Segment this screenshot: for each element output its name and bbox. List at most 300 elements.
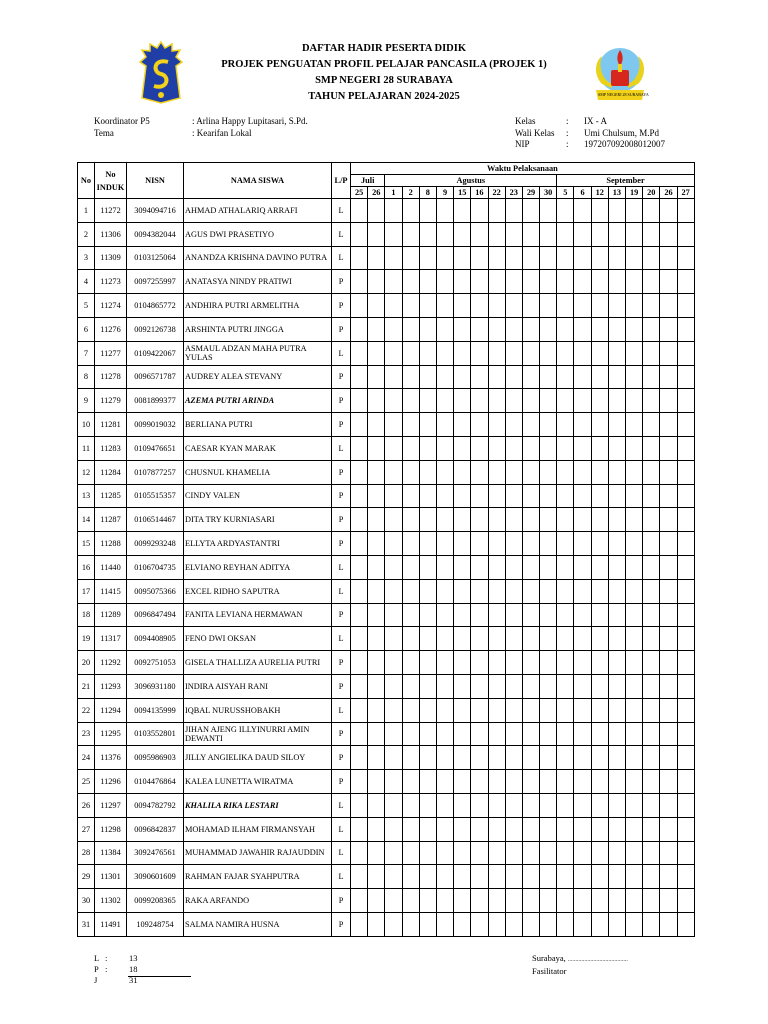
attendance-cell[interactable]	[419, 603, 436, 627]
attendance-cell[interactable]	[436, 698, 453, 722]
attendance-cell[interactable]	[574, 532, 591, 556]
attendance-cell[interactable]	[608, 413, 625, 437]
attendance-cell[interactable]	[385, 817, 402, 841]
attendance-cell[interactable]	[677, 579, 694, 603]
attendance-cell[interactable]	[540, 341, 557, 365]
attendance-cell[interactable]	[643, 294, 660, 318]
attendance-cell[interactable]	[402, 793, 419, 817]
attendance-cell[interactable]	[574, 627, 591, 651]
attendance-cell[interactable]	[488, 246, 505, 270]
attendance-cell[interactable]	[591, 627, 608, 651]
attendance-cell[interactable]	[660, 555, 677, 579]
attendance-cell[interactable]	[608, 389, 625, 413]
attendance-cell[interactable]	[488, 698, 505, 722]
attendance-cell[interactable]	[454, 555, 471, 579]
attendance-cell[interactable]	[557, 294, 574, 318]
attendance-cell[interactable]	[626, 317, 643, 341]
attendance-cell[interactable]	[454, 199, 471, 223]
attendance-cell[interactable]	[419, 841, 436, 865]
attendance-cell[interactable]	[402, 484, 419, 508]
attendance-cell[interactable]	[419, 341, 436, 365]
attendance-cell[interactable]	[557, 199, 574, 223]
attendance-cell[interactable]	[454, 793, 471, 817]
attendance-cell[interactable]	[436, 793, 453, 817]
attendance-cell[interactable]	[660, 698, 677, 722]
attendance-cell[interactable]	[488, 817, 505, 841]
attendance-cell[interactable]	[471, 199, 488, 223]
attendance-cell[interactable]	[591, 508, 608, 532]
attendance-cell[interactable]	[626, 865, 643, 889]
attendance-cell[interactable]	[677, 865, 694, 889]
attendance-cell[interactable]	[436, 532, 453, 556]
attendance-cell[interactable]	[522, 389, 539, 413]
attendance-cell[interactable]	[522, 222, 539, 246]
attendance-cell[interactable]	[591, 651, 608, 675]
attendance-cell[interactable]	[626, 389, 643, 413]
attendance-cell[interactable]	[402, 674, 419, 698]
attendance-cell[interactable]	[574, 436, 591, 460]
attendance-cell[interactable]	[419, 674, 436, 698]
attendance-cell[interactable]	[557, 841, 574, 865]
attendance-cell[interactable]	[471, 532, 488, 556]
attendance-cell[interactable]	[436, 627, 453, 651]
attendance-cell[interactable]	[677, 365, 694, 389]
attendance-cell[interactable]	[660, 674, 677, 698]
attendance-cell[interactable]	[557, 627, 574, 651]
attendance-cell[interactable]	[677, 698, 694, 722]
attendance-cell[interactable]	[626, 365, 643, 389]
attendance-cell[interactable]	[574, 294, 591, 318]
attendance-cell[interactable]	[402, 460, 419, 484]
attendance-cell[interactable]	[505, 460, 522, 484]
attendance-cell[interactable]	[454, 484, 471, 508]
attendance-cell[interactable]	[591, 436, 608, 460]
attendance-cell[interactable]	[522, 651, 539, 675]
attendance-cell[interactable]	[454, 294, 471, 318]
attendance-cell[interactable]	[368, 199, 385, 223]
attendance-cell[interactable]	[368, 722, 385, 746]
attendance-cell[interactable]	[488, 222, 505, 246]
attendance-cell[interactable]	[351, 698, 368, 722]
attendance-cell[interactable]	[368, 317, 385, 341]
attendance-cell[interactable]	[454, 651, 471, 675]
attendance-cell[interactable]	[488, 532, 505, 556]
attendance-cell[interactable]	[557, 246, 574, 270]
attendance-cell[interactable]	[471, 865, 488, 889]
attendance-cell[interactable]	[626, 508, 643, 532]
attendance-cell[interactable]	[660, 413, 677, 437]
attendance-cell[interactable]	[471, 317, 488, 341]
attendance-cell[interactable]	[419, 746, 436, 770]
attendance-cell[interactable]	[540, 651, 557, 675]
attendance-cell[interactable]	[402, 817, 419, 841]
attendance-cell[interactable]	[522, 270, 539, 294]
attendance-cell[interactable]	[385, 436, 402, 460]
attendance-cell[interactable]	[368, 603, 385, 627]
attendance-cell[interactable]	[436, 413, 453, 437]
attendance-cell[interactable]	[660, 246, 677, 270]
attendance-cell[interactable]	[557, 484, 574, 508]
attendance-cell[interactable]	[522, 555, 539, 579]
attendance-cell[interactable]	[454, 270, 471, 294]
attendance-cell[interactable]	[505, 627, 522, 651]
attendance-cell[interactable]	[419, 532, 436, 556]
attendance-cell[interactable]	[660, 341, 677, 365]
attendance-cell[interactable]	[505, 436, 522, 460]
attendance-cell[interactable]	[454, 460, 471, 484]
attendance-cell[interactable]	[402, 912, 419, 936]
attendance-cell[interactable]	[626, 793, 643, 817]
attendance-cell[interactable]	[385, 579, 402, 603]
attendance-cell[interactable]	[419, 270, 436, 294]
attendance-cell[interactable]	[488, 651, 505, 675]
attendance-cell[interactable]	[368, 841, 385, 865]
attendance-cell[interactable]	[557, 436, 574, 460]
attendance-cell[interactable]	[351, 817, 368, 841]
attendance-cell[interactable]	[454, 317, 471, 341]
attendance-cell[interactable]	[505, 365, 522, 389]
attendance-cell[interactable]	[385, 841, 402, 865]
attendance-cell[interactable]	[505, 889, 522, 913]
attendance-cell[interactable]	[368, 889, 385, 913]
attendance-cell[interactable]	[660, 865, 677, 889]
attendance-cell[interactable]	[505, 698, 522, 722]
attendance-cell[interactable]	[436, 508, 453, 532]
attendance-cell[interactable]	[574, 460, 591, 484]
attendance-cell[interactable]	[385, 484, 402, 508]
attendance-cell[interactable]	[385, 912, 402, 936]
attendance-cell[interactable]	[626, 246, 643, 270]
attendance-cell[interactable]	[643, 698, 660, 722]
attendance-cell[interactable]	[471, 436, 488, 460]
attendance-cell[interactable]	[488, 770, 505, 794]
attendance-cell[interactable]	[574, 341, 591, 365]
attendance-cell[interactable]	[677, 555, 694, 579]
attendance-cell[interactable]	[368, 770, 385, 794]
attendance-cell[interactable]	[660, 460, 677, 484]
attendance-cell[interactable]	[540, 555, 557, 579]
attendance-cell[interactable]	[643, 722, 660, 746]
attendance-cell[interactable]	[402, 365, 419, 389]
attendance-cell[interactable]	[574, 793, 591, 817]
attendance-cell[interactable]	[454, 436, 471, 460]
attendance-cell[interactable]	[660, 199, 677, 223]
attendance-cell[interactable]	[351, 674, 368, 698]
attendance-cell[interactable]	[385, 674, 402, 698]
attendance-cell[interactable]	[643, 460, 660, 484]
attendance-cell[interactable]	[351, 889, 368, 913]
attendance-cell[interactable]	[643, 889, 660, 913]
attendance-cell[interactable]	[540, 389, 557, 413]
attendance-cell[interactable]	[522, 722, 539, 746]
attendance-cell[interactable]	[522, 889, 539, 913]
attendance-cell[interactable]	[385, 365, 402, 389]
attendance-cell[interactable]	[574, 389, 591, 413]
attendance-cell[interactable]	[385, 865, 402, 889]
attendance-cell[interactable]	[454, 698, 471, 722]
attendance-cell[interactable]	[471, 508, 488, 532]
attendance-cell[interactable]	[471, 222, 488, 246]
attendance-cell[interactable]	[436, 436, 453, 460]
attendance-cell[interactable]	[677, 770, 694, 794]
attendance-cell[interactable]	[454, 222, 471, 246]
attendance-cell[interactable]	[557, 365, 574, 389]
attendance-cell[interactable]	[660, 603, 677, 627]
attendance-cell[interactable]	[643, 841, 660, 865]
attendance-cell[interactable]	[643, 912, 660, 936]
attendance-cell[interactable]	[574, 199, 591, 223]
attendance-cell[interactable]	[677, 651, 694, 675]
attendance-cell[interactable]	[471, 341, 488, 365]
attendance-cell[interactable]	[574, 579, 591, 603]
attendance-cell[interactable]	[436, 865, 453, 889]
attendance-cell[interactable]	[471, 698, 488, 722]
attendance-cell[interactable]	[454, 865, 471, 889]
attendance-cell[interactable]	[608, 722, 625, 746]
attendance-cell[interactable]	[677, 841, 694, 865]
attendance-cell[interactable]	[677, 722, 694, 746]
attendance-cell[interactable]	[505, 532, 522, 556]
attendance-cell[interactable]	[643, 627, 660, 651]
attendance-cell[interactable]	[591, 484, 608, 508]
attendance-cell[interactable]	[436, 484, 453, 508]
attendance-cell[interactable]	[660, 912, 677, 936]
attendance-cell[interactable]	[368, 532, 385, 556]
attendance-cell[interactable]	[454, 912, 471, 936]
attendance-cell[interactable]	[368, 579, 385, 603]
attendance-cell[interactable]	[574, 651, 591, 675]
attendance-cell[interactable]	[368, 651, 385, 675]
attendance-cell[interactable]	[402, 222, 419, 246]
attendance-cell[interactable]	[677, 294, 694, 318]
attendance-cell[interactable]	[626, 698, 643, 722]
attendance-cell[interactable]	[557, 889, 574, 913]
attendance-cell[interactable]	[660, 389, 677, 413]
attendance-cell[interactable]	[471, 484, 488, 508]
attendance-cell[interactable]	[419, 508, 436, 532]
attendance-cell[interactable]	[608, 698, 625, 722]
attendance-cell[interactable]	[540, 889, 557, 913]
attendance-cell[interactable]	[677, 674, 694, 698]
attendance-cell[interactable]	[643, 865, 660, 889]
attendance-cell[interactable]	[351, 246, 368, 270]
attendance-cell[interactable]	[626, 484, 643, 508]
attendance-cell[interactable]	[419, 579, 436, 603]
attendance-cell[interactable]	[608, 674, 625, 698]
attendance-cell[interactable]	[643, 532, 660, 556]
attendance-cell[interactable]	[540, 793, 557, 817]
attendance-cell[interactable]	[540, 365, 557, 389]
attendance-cell[interactable]	[626, 627, 643, 651]
attendance-cell[interactable]	[574, 722, 591, 746]
attendance-cell[interactable]	[557, 865, 574, 889]
attendance-cell[interactable]	[574, 413, 591, 437]
attendance-cell[interactable]	[471, 270, 488, 294]
attendance-cell[interactable]	[591, 674, 608, 698]
attendance-cell[interactable]	[505, 389, 522, 413]
attendance-cell[interactable]	[505, 317, 522, 341]
attendance-cell[interactable]	[488, 365, 505, 389]
attendance-cell[interactable]	[660, 841, 677, 865]
attendance-cell[interactable]	[591, 817, 608, 841]
attendance-cell[interactable]	[368, 389, 385, 413]
attendance-cell[interactable]	[385, 746, 402, 770]
attendance-cell[interactable]	[402, 841, 419, 865]
attendance-cell[interactable]	[626, 770, 643, 794]
attendance-cell[interactable]	[540, 817, 557, 841]
attendance-cell[interactable]	[402, 436, 419, 460]
attendance-cell[interactable]	[488, 508, 505, 532]
attendance-cell[interactable]	[402, 413, 419, 437]
attendance-cell[interactable]	[351, 460, 368, 484]
attendance-cell[interactable]	[436, 555, 453, 579]
attendance-cell[interactable]	[454, 413, 471, 437]
attendance-cell[interactable]	[608, 651, 625, 675]
attendance-cell[interactable]	[522, 294, 539, 318]
attendance-cell[interactable]	[368, 365, 385, 389]
attendance-cell[interactable]	[385, 793, 402, 817]
attendance-cell[interactable]	[608, 484, 625, 508]
attendance-cell[interactable]	[522, 365, 539, 389]
attendance-cell[interactable]	[351, 436, 368, 460]
attendance-cell[interactable]	[368, 817, 385, 841]
attendance-cell[interactable]	[368, 912, 385, 936]
attendance-cell[interactable]	[660, 294, 677, 318]
attendance-cell[interactable]	[454, 674, 471, 698]
attendance-cell[interactable]	[660, 270, 677, 294]
attendance-cell[interactable]	[454, 770, 471, 794]
attendance-cell[interactable]	[419, 365, 436, 389]
attendance-cell[interactable]	[505, 674, 522, 698]
attendance-cell[interactable]	[419, 555, 436, 579]
attendance-cell[interactable]	[591, 698, 608, 722]
attendance-cell[interactable]	[591, 746, 608, 770]
attendance-cell[interactable]	[522, 865, 539, 889]
attendance-cell[interactable]	[626, 746, 643, 770]
attendance-cell[interactable]	[608, 889, 625, 913]
attendance-cell[interactable]	[488, 317, 505, 341]
attendance-cell[interactable]	[557, 770, 574, 794]
attendance-cell[interactable]	[454, 889, 471, 913]
attendance-cell[interactable]	[677, 246, 694, 270]
attendance-cell[interactable]	[436, 817, 453, 841]
attendance-cell[interactable]	[626, 722, 643, 746]
attendance-cell[interactable]	[471, 460, 488, 484]
attendance-cell[interactable]	[351, 484, 368, 508]
attendance-cell[interactable]	[368, 865, 385, 889]
attendance-cell[interactable]	[351, 555, 368, 579]
attendance-cell[interactable]	[505, 770, 522, 794]
attendance-cell[interactable]	[660, 484, 677, 508]
attendance-cell[interactable]	[660, 627, 677, 651]
attendance-cell[interactable]	[522, 770, 539, 794]
attendance-cell[interactable]	[608, 341, 625, 365]
attendance-cell[interactable]	[557, 579, 574, 603]
attendance-cell[interactable]	[574, 912, 591, 936]
attendance-cell[interactable]	[505, 603, 522, 627]
attendance-cell[interactable]	[574, 317, 591, 341]
attendance-cell[interactable]	[471, 603, 488, 627]
attendance-cell[interactable]	[643, 817, 660, 841]
attendance-cell[interactable]	[351, 841, 368, 865]
attendance-cell[interactable]	[557, 817, 574, 841]
attendance-cell[interactable]	[385, 341, 402, 365]
attendance-cell[interactable]	[643, 413, 660, 437]
attendance-cell[interactable]	[351, 294, 368, 318]
attendance-cell[interactable]	[385, 603, 402, 627]
attendance-cell[interactable]	[436, 341, 453, 365]
attendance-cell[interactable]	[626, 889, 643, 913]
attendance-cell[interactable]	[351, 865, 368, 889]
attendance-cell[interactable]	[522, 436, 539, 460]
attendance-cell[interactable]	[608, 746, 625, 770]
attendance-cell[interactable]	[557, 270, 574, 294]
attendance-cell[interactable]	[436, 722, 453, 746]
attendance-cell[interactable]	[608, 246, 625, 270]
attendance-cell[interactable]	[368, 246, 385, 270]
attendance-cell[interactable]	[522, 579, 539, 603]
attendance-cell[interactable]	[454, 817, 471, 841]
attendance-cell[interactable]	[591, 413, 608, 437]
attendance-cell[interactable]	[471, 651, 488, 675]
attendance-cell[interactable]	[591, 889, 608, 913]
attendance-cell[interactable]	[368, 484, 385, 508]
attendance-cell[interactable]	[522, 460, 539, 484]
attendance-cell[interactable]	[368, 674, 385, 698]
attendance-cell[interactable]	[643, 793, 660, 817]
attendance-cell[interactable]	[454, 746, 471, 770]
attendance-cell[interactable]	[540, 460, 557, 484]
attendance-cell[interactable]	[402, 532, 419, 556]
attendance-cell[interactable]	[540, 270, 557, 294]
attendance-cell[interactable]	[454, 532, 471, 556]
attendance-cell[interactable]	[402, 270, 419, 294]
attendance-cell[interactable]	[591, 199, 608, 223]
attendance-cell[interactable]	[402, 579, 419, 603]
attendance-cell[interactable]	[351, 199, 368, 223]
attendance-cell[interactable]	[488, 555, 505, 579]
attendance-cell[interactable]	[471, 889, 488, 913]
attendance-cell[interactable]	[626, 436, 643, 460]
attendance-cell[interactable]	[436, 770, 453, 794]
attendance-cell[interactable]	[591, 579, 608, 603]
attendance-cell[interactable]	[471, 770, 488, 794]
attendance-cell[interactable]	[505, 413, 522, 437]
attendance-cell[interactable]	[608, 436, 625, 460]
attendance-cell[interactable]	[385, 317, 402, 341]
attendance-cell[interactable]	[574, 865, 591, 889]
attendance-cell[interactable]	[436, 579, 453, 603]
attendance-cell[interactable]	[557, 413, 574, 437]
attendance-cell[interactable]	[351, 532, 368, 556]
attendance-cell[interactable]	[677, 912, 694, 936]
attendance-cell[interactable]	[643, 579, 660, 603]
attendance-cell[interactable]	[643, 222, 660, 246]
attendance-cell[interactable]	[522, 841, 539, 865]
attendance-cell[interactable]	[574, 508, 591, 532]
attendance-cell[interactable]	[660, 436, 677, 460]
attendance-cell[interactable]	[643, 746, 660, 770]
attendance-cell[interactable]	[608, 817, 625, 841]
attendance-cell[interactable]	[351, 222, 368, 246]
attendance-cell[interactable]	[574, 889, 591, 913]
attendance-cell[interactable]	[419, 484, 436, 508]
attendance-cell[interactable]	[385, 199, 402, 223]
attendance-cell[interactable]	[488, 294, 505, 318]
attendance-cell[interactable]	[436, 841, 453, 865]
attendance-cell[interactable]	[505, 651, 522, 675]
attendance-cell[interactable]	[402, 770, 419, 794]
